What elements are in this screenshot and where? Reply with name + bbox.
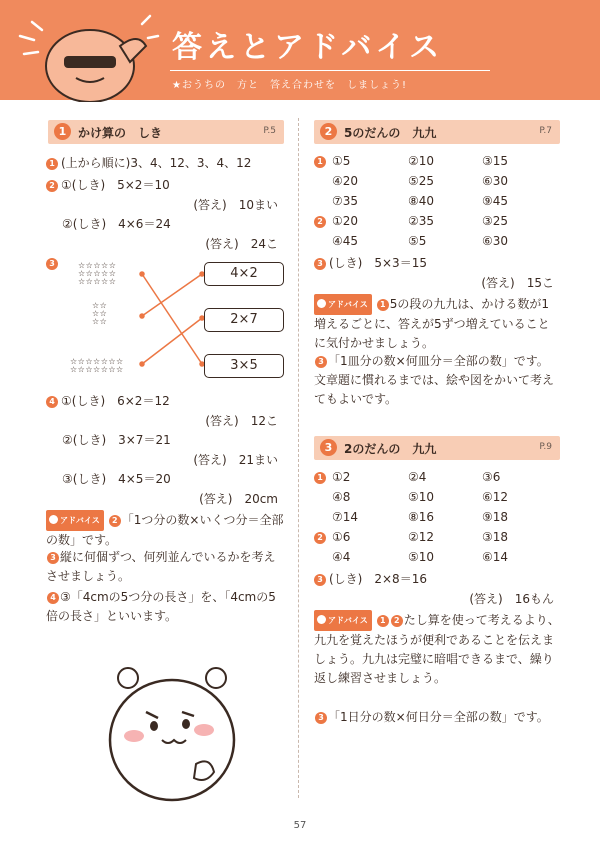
advice-ref-marker: 3 [47,552,59,564]
s1-q4a-answer: (答え) 12こ [205,414,278,428]
s1-advice-2 [46,548,284,586]
s2-advice-1-text: 5の段の九九は、かける数が1増えるごとに、答えが5ずつ増えていることに気付かせましょう。 [314,297,550,350]
q1-marker: 1 [314,156,326,168]
section-3-page-ref: P.9 [539,442,552,452]
q3-marker: 3 [46,258,58,270]
s3-q2-marker-line [314,530,329,544]
section-1-header [48,120,284,144]
star-group-2x7: ☆☆ ☆☆ ☆☆ [92,301,108,326]
answer-box-2: 2×7 [204,308,284,332]
q1-marker: 1 [314,472,326,484]
s1-q4b-text: ②(しき) 3×7＝21 [62,433,171,447]
s3-q2-r1c1: ①6 [332,530,351,544]
face-icon [317,299,326,308]
s1-q2b-answer: (答え) 24こ [205,237,278,251]
s2-q1-r1c3: ③15 [482,154,509,168]
s2-q1-marker-line [314,154,329,168]
q3-marker: 3 [314,574,326,586]
s3-q2-r2c3: ⑥14 [482,550,509,564]
s1-q4a-line [46,392,170,409]
section-2-title: 5のだんの 九九 [344,126,437,140]
s2-q2-r1c3: ③25 [482,214,509,228]
advice-ref-marker: 3 [315,356,327,368]
advice-badge-label: アドバイス [328,616,368,625]
s3-q2-r1c3: ③18 [482,530,509,544]
q2-marker: 2 [314,216,326,228]
s1-q2a-answer: (答え) 10まい [193,198,278,212]
section-2-number: 2 [320,123,337,140]
s2-q3-line [314,254,427,271]
s2-q1-r3c2: ⑧40 [408,194,435,208]
advice-ref-marker: 3 [315,712,327,724]
matching-lines [138,266,208,376]
s3-q2-r2c1: ④4 [332,550,351,564]
advice-badge [314,610,372,631]
character-salute-illustration [10,6,160,102]
face-icon [49,515,58,524]
s3-q1-marker-line [314,470,329,484]
s2-q1-r1c1: ①5 [332,154,351,168]
q2-marker: 2 [314,532,326,544]
answer-box-1: 4×2 [204,262,284,286]
s2-q2-marker-line [314,214,329,228]
s2-q1-r3c1: ⑦35 [332,194,359,208]
page-header [0,0,600,100]
s1-q2a-line [46,176,170,193]
s1-q4a-text: ①(しき) 6×2＝12 [61,394,170,408]
q2-marker: 2 [46,180,58,192]
s3-q1-r3c2: ⑧16 [408,510,435,524]
advice-ref-marker: 4 [47,592,59,604]
s2-advice-1 [314,294,560,353]
q1-marker: 1 [46,158,58,170]
q3-marker: 3 [314,258,326,270]
s1-q2a-text: ①(しき) 5×2＝10 [61,178,170,192]
s1-advice-1 [46,510,284,550]
s1-q2b-text: ②(しき) 4×6＝24 [62,217,171,231]
s1-q1-text: (上から順に)3、4、12、3、4、12 [61,156,252,170]
s3-q1-r2c2: ⑤10 [408,490,435,504]
s2-q1-r2c3: ⑥30 [482,174,509,188]
column-divider [298,118,299,798]
s3-q1-r1c3: ③6 [482,470,501,484]
s3-q1-r1c2: ②4 [408,470,427,484]
s2-q2-r2c2: ⑤5 [408,234,427,248]
s3-q3-line [314,570,427,587]
s3-q2-r2c2: ⑤10 [408,550,435,564]
s3-advice-2 [314,708,560,727]
section-3-header [314,436,560,460]
section-2-header [314,120,560,144]
s1-q4c-answer: (答え) 20cm [199,492,278,506]
s2-advice-2-text: 「1皿分の数×何皿分＝全部の数」です。文章題に慣れるまでは、絵や図をかいて考えてもよいです。 [314,354,555,406]
page-subtitle: ★おうちの 方と 答え合わせを しましょう! [172,80,407,91]
s2-q1-r3c3: ⑨45 [482,194,509,208]
s3-advice-2-text: 「1日分の数×何日分＝全部の数」です。 [328,710,549,724]
s2-q1-r2c2: ⑤25 [408,174,435,188]
star-group-3x5: ☆☆☆☆☆☆☆ ☆☆☆☆☆☆☆ [70,357,124,374]
s1-advice-1-text: 「1つ分の数×いくつ分＝全部の数」です。 [46,513,284,547]
s1-advice-3-text: ③「4cmの5つ分の長さ」を、「4cmの5倍の長さ」といいます。 [46,590,276,623]
answer-box-3: 3×5 [204,354,284,378]
s2-q1-r2c1: ④20 [332,174,359,188]
s3-q1-r1c1: ①2 [332,470,351,484]
s2-q3-text: (しき) 5×3＝15 [329,256,427,270]
s1-advice-3 [46,588,284,626]
s2-q3-answer: (答え) 15こ [481,276,554,290]
q4-marker: 4 [46,396,58,408]
s2-advice-2 [314,352,560,409]
advice-ref-marker: 2 [109,515,121,527]
s1-q1-line [46,154,251,171]
section-1-number: 1 [54,123,71,140]
s1-advice-2-text: 縦に何個ずつ、何列並んでいるかを考えさせましょう。 [46,550,276,583]
s3-advice-1-text: たし算を使って考えるより、九九を覚えたほうが便利であることを伝えましょう。九九は完璧に暗唱できるまで、繰り返し練習させましょう。 [314,613,560,685]
s2-q2-r2c1: ④45 [332,234,359,248]
section-1-title: かけ算の しき [78,126,163,140]
s2-q1-r1c2: ②10 [408,154,435,168]
advice-ref-marker: 1 [377,299,389,311]
s3-advice-1 [314,610,560,688]
advice-ref-marker: 2 [391,615,403,627]
s3-q3-answer: (答え) 16もん [469,592,554,606]
advice-ref-marker: 1 [377,615,389,627]
s3-q3-text: (しき) 2×8＝16 [329,572,427,586]
advice-badge-label: アドバイス [60,516,100,525]
star-group-4x2: ☆☆☆☆☆ ☆☆☆☆☆ ☆☆☆☆☆ [78,261,117,286]
s2-q2-r1c2: ②35 [408,214,435,228]
advice-badge [314,294,372,315]
page-number: 57 [293,820,307,831]
s3-q1-r2c3: ⑥12 [482,490,509,504]
section-3-title: 2のだんの 九九 [344,442,437,456]
character-illustration [98,660,248,810]
s2-q2-r1c1: ①20 [332,214,359,228]
title-underline [170,70,490,71]
s3-q2-r1c2: ②12 [408,530,435,544]
section-1-page-ref: P.5 [263,126,276,136]
s1-q3-line [46,256,61,270]
advice-badge-label: アドバイス [328,300,368,309]
s1-q4b-answer: (答え) 21まい [193,453,278,467]
section-2-page-ref: P.7 [539,126,552,136]
s2-q2-r2c3: ⑥30 [482,234,509,248]
s3-q1-r2c1: ④8 [332,490,351,504]
page-title: 答えとアドバイス [172,30,444,65]
s3-q1-r3c1: ⑦14 [332,510,359,524]
s3-q1-r3c3: ⑨18 [482,510,509,524]
section-3-number: 3 [320,439,337,456]
s1-q4c-text: ③(しき) 4×5＝20 [62,472,171,486]
face-icon [317,615,326,624]
advice-badge [46,510,104,531]
